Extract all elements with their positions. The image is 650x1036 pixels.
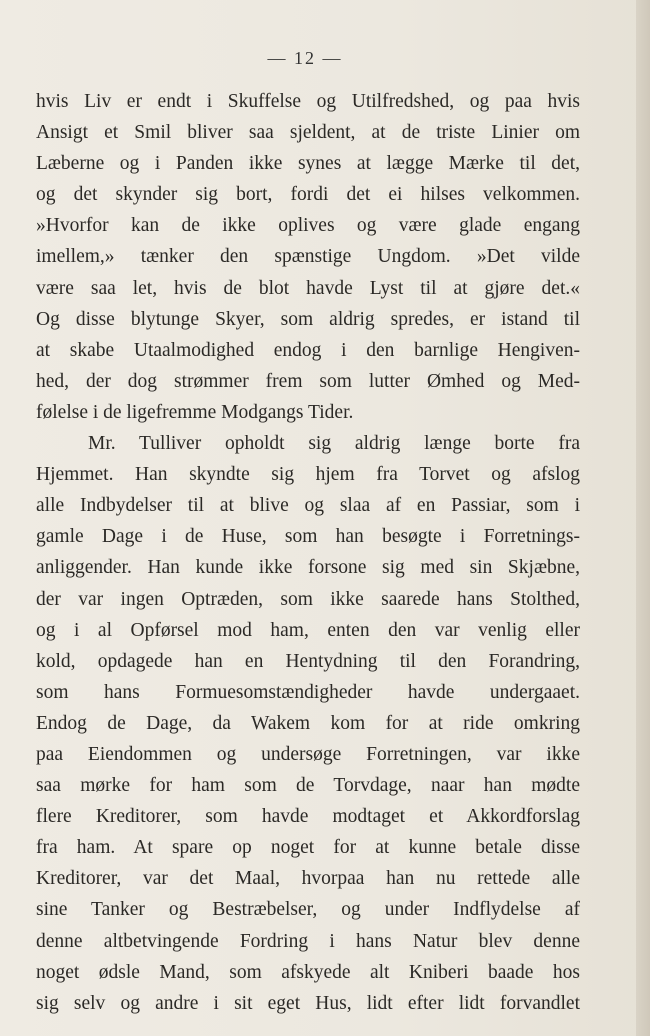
text-line: Hjemmet. Han skyndte sig hjem fra Torvet og afslog bbox=[36, 464, 580, 486]
text-line: Ansigt et Smil bliver saa sjeldent, at de triste Linier om bbox=[36, 122, 580, 144]
text-line: hvis Liv er endt i Skuffelse og Utilfredshed, og paa hvis bbox=[36, 91, 580, 112]
text-line: saa mørke for ham som de Torvdage, naar han mødte bbox=[36, 775, 580, 797]
text-line: være saa let, hvis de blot havde Lyst til at gjøre det.« bbox=[36, 277, 580, 299]
text-line: Kreditorer, var det Maal, hvorpaa han nu rettede alle bbox=[36, 868, 580, 890]
text-line: denne altbetvingende Fordring i hans Natur blev denne bbox=[36, 930, 580, 952]
text-line: sig selv og andre i sit eget Hus, lidt efter lidt forvandlet bbox=[36, 992, 580, 1014]
text-line: følelse i de ligefremme Modgangs Tider. bbox=[36, 401, 354, 423]
text-line: anliggender. Han kunde ikke forsone sig med sin Skjæbne, bbox=[36, 557, 580, 579]
text-line: som hans Formuesomstændigheder havde undergaaet. bbox=[36, 681, 580, 703]
text-line: sine Tanker og Bestræbelser, og under Indflydelse af bbox=[36, 899, 580, 921]
text-line: gamle Dage i de Huse, som han besøgte i Forretnings- bbox=[36, 526, 580, 548]
text-line: flere Kreditorer, som havde modtaget et Akkordforslag bbox=[36, 806, 580, 828]
text-line: og det skynder sig bort, fordi det ei hilses velkommen. bbox=[36, 184, 580, 206]
text-line: »Hvorfor kan de ikke oplives og være glade engang bbox=[36, 215, 580, 237]
page-number: — 12 — bbox=[267, 48, 343, 68]
text-line: at skabe Utaalmodighed endog i den barnlige Hengiven- bbox=[36, 339, 580, 361]
text-line: kold, opdagede han en Hentydning til den Forandring, bbox=[36, 650, 580, 672]
text-line: paa Eiendommen og undersøge Forretningen, var ikke bbox=[36, 743, 580, 765]
text-line: alle Indbydelser til at blive og slaa af en Passiar, som i bbox=[36, 495, 580, 517]
text-line: der var ingen Optræden, som ikke saarede hans Stolthed, bbox=[36, 588, 580, 610]
text-line: og i al Opførsel mod ham, enten den var venlig eller bbox=[36, 619, 580, 641]
text-line: hed, der dog strømmer frem som lutter Ømhed og Med- bbox=[36, 370, 580, 392]
text-line: noget ødsle Mand, som afskyede alt Kniberi baade hos bbox=[36, 961, 580, 983]
text-line: Mr. Tulliver opholdt sig aldrig længe borte fra bbox=[88, 433, 580, 455]
page-edge bbox=[636, 0, 650, 1036]
text-line: Og disse blytunge Skyer, som aldrig spredes, er istand til bbox=[36, 308, 580, 330]
text-line: Læberne og i Panden ikke synes at lægge Mærke til det, bbox=[36, 153, 580, 175]
text-line: imellem,» tænker den spænstige Ungdom. »Det vilde bbox=[36, 246, 580, 268]
text-line: fra ham. At spare op noget for at kunne betale disse bbox=[36, 837, 580, 859]
text-line: Endog de Dage, da Wakem kom for at ride omkring bbox=[36, 712, 580, 734]
body-text bbox=[36, 86, 580, 1019]
